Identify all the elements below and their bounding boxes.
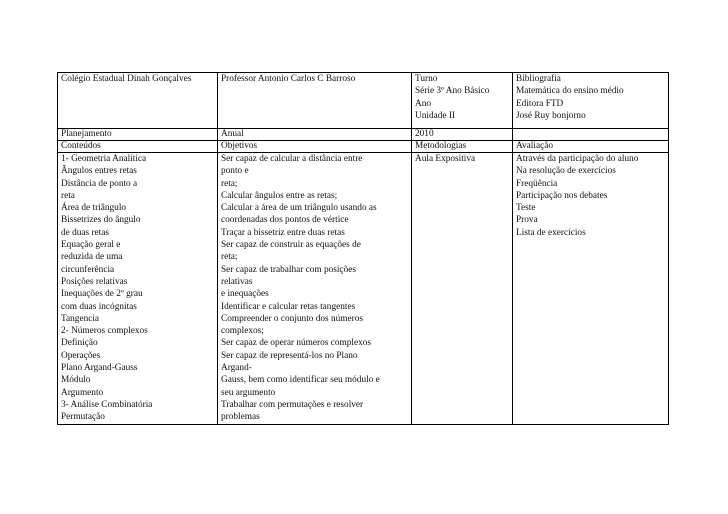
contents-cell: 1- Geometria Analítica Ângulos entres retas Distância de ponto a reta Área de triângulo Bissetrizes do ângulo de duas retas Equação geral e reduzida de uma circunferência Posições relativas Inequações de 2º grau com duas incógnitas Tangencia 2- Números complexos Definição Operações Plano Argand-Gauss Módulo Argumento 3- Análise Combinatória Permutação bbox=[58, 153, 218, 425]
methodologies-cell: Aula Expositiva bbox=[412, 153, 513, 425]
header-row bbox=[58, 73, 669, 129]
methodologies-header: Metodologias bbox=[412, 141, 513, 153]
evaluation-cell: Através da participação do aluno Na resolução de exercícios Freqüência Participação nos debates Teste Prova Lista de exercícios bbox=[513, 153, 669, 425]
planning-row bbox=[58, 129, 669, 141]
class-info-cell: Turno Série 3º Ano Básico Ano Unidade II bbox=[412, 73, 513, 129]
evaluation-header: Avaliação bbox=[513, 141, 669, 153]
contents-header: Conteúdos bbox=[58, 141, 218, 153]
lesson-plan-page bbox=[57, 72, 668, 425]
bibliography-cell: Bibliografia Matemática do ensino médio Editora FTD José Ruy bonjorno bbox=[513, 73, 669, 129]
lesson-plan-table bbox=[57, 72, 669, 425]
planning-label-cell: Planejamento bbox=[58, 129, 218, 141]
school-name-cell: Colégio Estadual Dinah Gonçalves bbox=[58, 73, 218, 129]
planning-empty-cell bbox=[513, 129, 669, 141]
column-labels-row bbox=[58, 141, 669, 153]
objectives-header: Objetivos bbox=[218, 141, 412, 153]
teacher-name-cell: Professor Antonio Carlos C Barroso bbox=[218, 73, 412, 129]
objectives-cell: Ser capaz de calcular a distância entre ponto e reta; Calcular ângulos entre as retas; Calcular a área de um triângulo usando as coordenadas dos pontos de vértice Traçar a bissetriz entre duas retas Ser capaz de construir as equações de reta; Ser capaz de trabalhar com posições relativas e inequações Identificar e calcular retas tangentes Compreender o conjunto dos números complexos; Ser capaz de operar números complexos Ser capaz de representá-los no Plano Argand- Gauss, bem como identificar seu módulo e seu argumento Trabalhar com permutações e resolver problemas bbox=[218, 153, 412, 425]
planning-period-cell: Anual bbox=[218, 129, 412, 141]
content-row bbox=[58, 153, 669, 425]
planning-year-cell: 2010 bbox=[412, 129, 513, 141]
